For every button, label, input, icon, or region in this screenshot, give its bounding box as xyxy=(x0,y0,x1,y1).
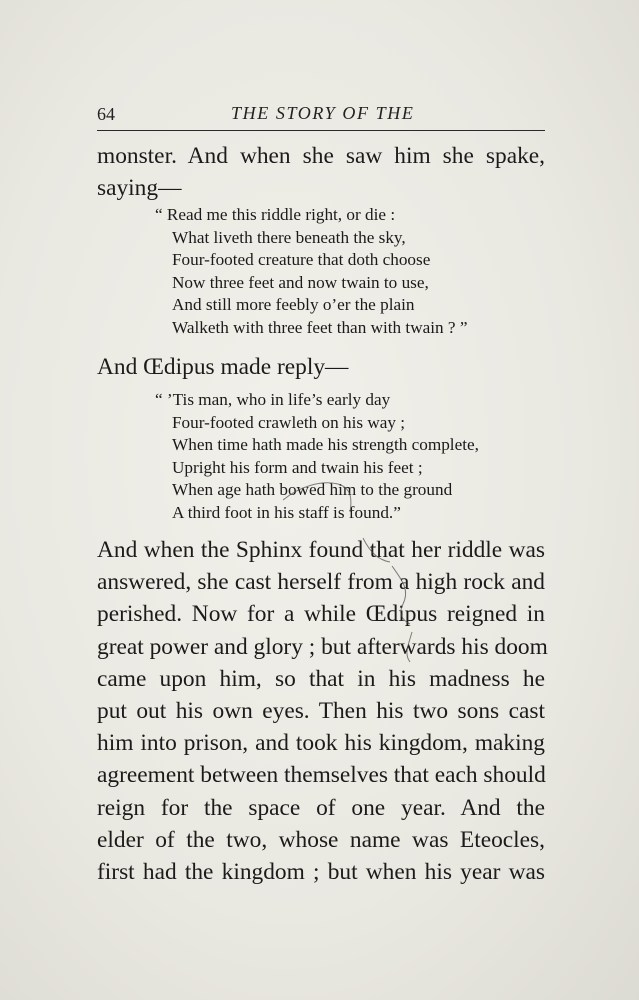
verse-line: “ Read me this riddle right, or die : xyxy=(155,205,396,224)
text-line: put out his own eyes. Then his two sons cast xyxy=(97,698,545,725)
text-line: saying— xyxy=(97,175,182,201)
verse-line: And still more feebly o’er the plain xyxy=(172,295,415,315)
text-line: reign for the space of one year. And the xyxy=(97,794,545,821)
verse-line: When time hath made his strength complete, xyxy=(172,435,479,455)
reply-intro: And Œdipus made reply— xyxy=(97,354,349,380)
verse-line: When age hath bowed him to the ground xyxy=(172,480,453,500)
verse-line: Four-footed crawleth on his way ; xyxy=(172,412,406,432)
page-number: 64 xyxy=(97,104,115,124)
text-line: him into prison, and took his kingdom, making xyxy=(97,730,545,757)
text-line: answered, she cast herself from a high rock and xyxy=(97,569,545,596)
body-paragraph xyxy=(97,534,548,888)
text-line: great power and glory ; but afterwards his doom xyxy=(97,633,548,660)
text-line: elder of the two, whose name was Eteocles, xyxy=(97,826,545,853)
answer-verse xyxy=(155,389,479,525)
header-rule xyxy=(97,130,545,131)
text-line: And when the Sphinx found that her riddle was xyxy=(97,537,545,563)
verse-line: A third foot in his staff is found.” xyxy=(172,502,401,522)
text-line: came upon him, so that in his madness he xyxy=(97,665,545,692)
riddle-verse xyxy=(155,204,467,340)
text-line: first had the kingdom ; but when his year was xyxy=(97,859,545,886)
verse-line: Now three feet and now twain to use, xyxy=(172,272,429,292)
verse-line: Walketh with three feet than with twain ? ” xyxy=(172,317,468,337)
verse-line: “ ’Tis man, who in life’s early day xyxy=(155,390,391,409)
running-head: THE STORY OF THE xyxy=(231,103,415,123)
verse-line: What liveth there beneath the sky, xyxy=(172,227,406,247)
text-line: agreement between themselves that each should xyxy=(97,762,546,789)
page-header xyxy=(97,100,545,130)
text-line: monster. And when she saw him she spake, xyxy=(97,143,545,169)
text-line: perished. Now for a while Œdipus reigned in xyxy=(97,601,545,628)
opening-line xyxy=(97,140,545,172)
opening-line xyxy=(97,172,545,204)
verse-line: Four-footed creature that doth choose xyxy=(172,250,431,270)
verse-line: Upright his form and twain his feet ; xyxy=(172,457,423,477)
